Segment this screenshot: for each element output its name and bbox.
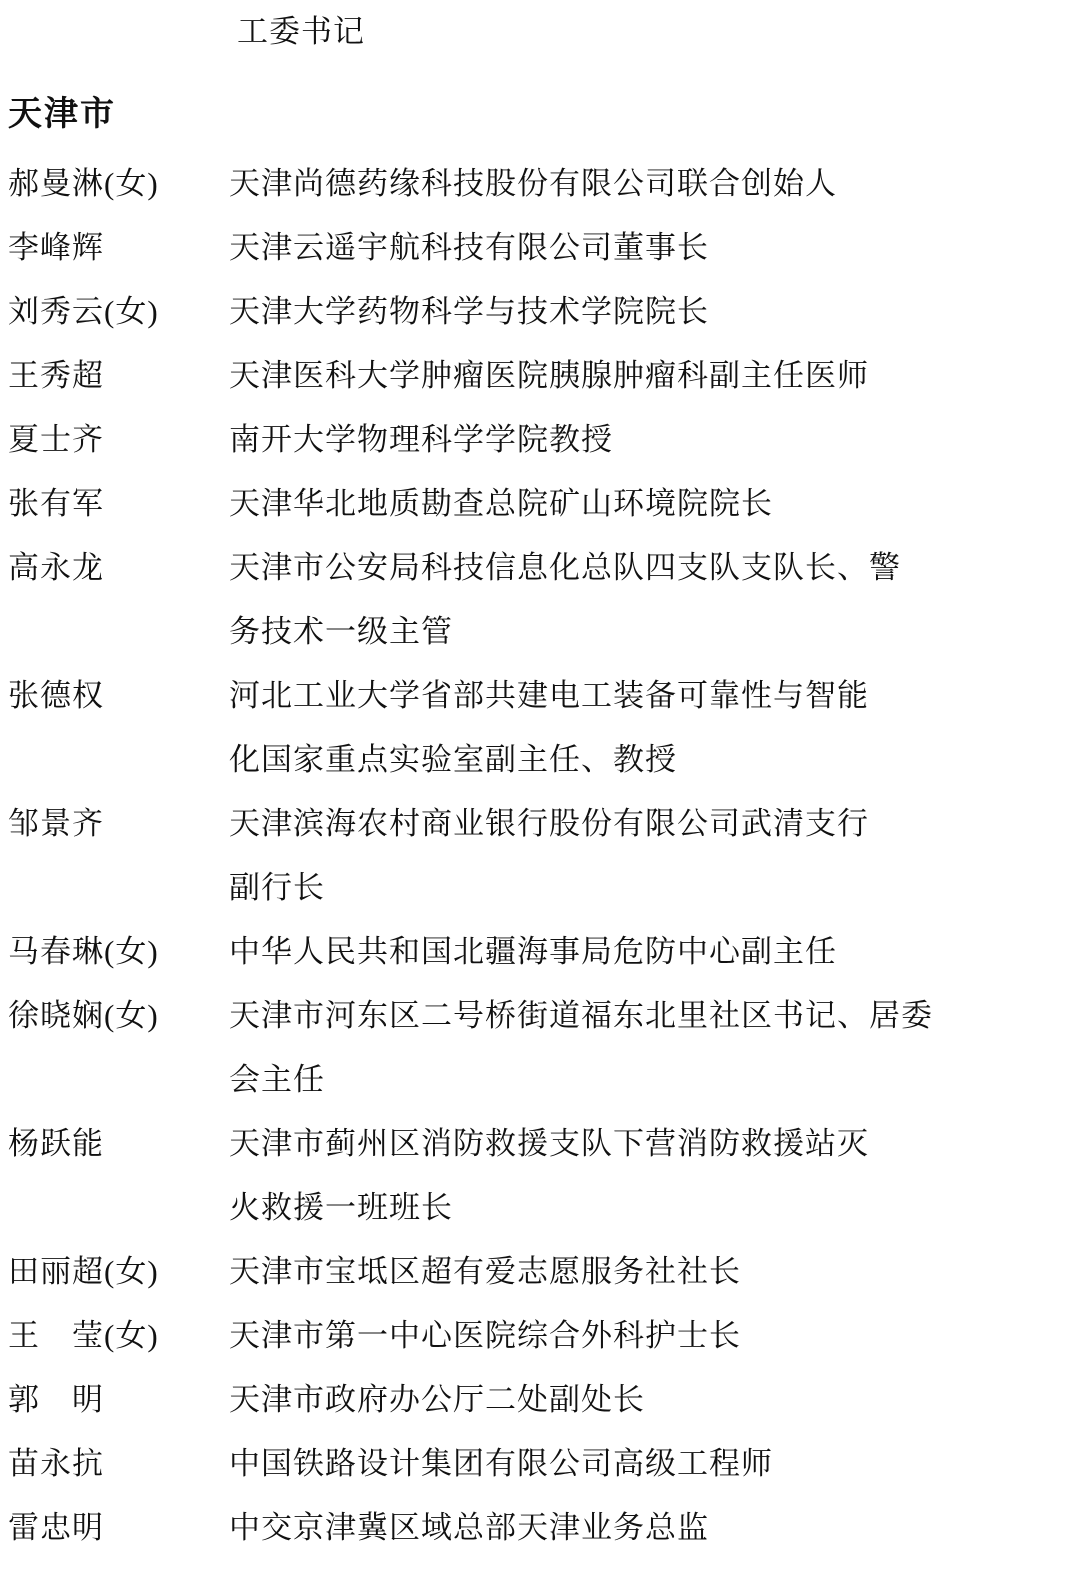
list-item bbox=[0, 216, 1020, 280]
list-item bbox=[0, 664, 1020, 792]
entry-name: 张德权 bbox=[8, 678, 104, 713]
entry-description bbox=[229, 1240, 1020, 1304]
entry-description-line: 天津市宝坻区超有爱志愿服务社社长 bbox=[229, 1254, 741, 1289]
entry-description bbox=[229, 152, 1020, 216]
entry-description bbox=[229, 984, 1020, 1112]
entry-description bbox=[229, 1496, 1020, 1560]
entry-description bbox=[229, 664, 1020, 792]
entry-description-line: 天津大学药物科学与技术学院院长 bbox=[229, 294, 709, 329]
entry-description-line: 务技术一级主管 bbox=[229, 614, 453, 649]
entry-name: 苗永抗 bbox=[8, 1446, 104, 1481]
entry-name: 张有军 bbox=[8, 486, 104, 521]
entry-name: 夏士齐 bbox=[8, 422, 104, 457]
entry-name: 马春琳(女) bbox=[8, 934, 159, 969]
list-item bbox=[0, 408, 1020, 472]
entry-description bbox=[229, 344, 1020, 408]
entry-description-line: 中国铁路设计集团有限公司高级工程师 bbox=[229, 1446, 773, 1481]
entry-name: 田丽超(女) bbox=[8, 1254, 159, 1289]
entry-description bbox=[229, 280, 1020, 344]
entry-name: 王秀超 bbox=[8, 358, 104, 393]
entry-name: 王 莹(女) bbox=[8, 1318, 159, 1353]
entry-name: 杨跃能 bbox=[8, 1126, 104, 1161]
entry-description-line: 河北工业大学省部共建电工装备可靠性与智能 bbox=[229, 678, 869, 713]
entry-name: 雷忠明 bbox=[8, 1510, 104, 1545]
list-item bbox=[0, 344, 1020, 408]
entry-description-line: 中交京津冀区域总部天津业务总监 bbox=[229, 1510, 709, 1545]
list-item bbox=[0, 1496, 1020, 1560]
entry-description bbox=[229, 920, 1020, 984]
entry-description bbox=[229, 1432, 1020, 1496]
entry-description bbox=[229, 408, 1020, 472]
entry-description-line: 南开大学物理科学学院教授 bbox=[229, 422, 613, 457]
entry-description-line: 天津市河东区二号桥街道福东北里社区书记、居委 bbox=[229, 998, 933, 1033]
list-item bbox=[0, 1240, 1020, 1304]
entry-name: 李峰辉 bbox=[8, 230, 104, 265]
list-item bbox=[0, 1304, 1020, 1368]
list-item bbox=[0, 920, 1020, 984]
entry-name: 高永龙 bbox=[8, 550, 104, 585]
list-item bbox=[0, 472, 1020, 536]
entry-description-line: 天津医科大学肿瘤医院胰腺肿瘤科副主任医师 bbox=[229, 358, 869, 393]
entry-description-line: 副行长 bbox=[229, 870, 325, 905]
entry-description bbox=[229, 1368, 1020, 1432]
entry-description bbox=[229, 216, 1020, 280]
entry-description-line: 天津市蓟州区消防救援支队下营消防救援站灭 bbox=[229, 1126, 869, 1161]
entry-description-line: 火救援一班班长 bbox=[229, 1190, 453, 1225]
list-item bbox=[0, 984, 1020, 1112]
continuation-line: 工委书记 bbox=[237, 14, 365, 49]
entry-description-line: 中华人民共和国北疆海事局危防中心副主任 bbox=[229, 934, 837, 969]
entry-description-line: 天津市政府办公厅二处副处长 bbox=[229, 1382, 645, 1417]
list-item bbox=[0, 1112, 1020, 1240]
entry-name: 刘秀云(女) bbox=[8, 294, 159, 329]
entry-description bbox=[229, 1112, 1020, 1240]
list-item bbox=[0, 536, 1020, 664]
entry-description bbox=[229, 792, 1020, 920]
entry-description bbox=[229, 536, 1020, 664]
entry-name: 郭 明 bbox=[8, 1382, 104, 1417]
section-title-tianjin: 天津市 bbox=[8, 95, 116, 133]
entry-list bbox=[0, 152, 1020, 1560]
entry-description bbox=[229, 472, 1020, 536]
list-item bbox=[0, 1368, 1020, 1432]
entry-name: 郝曼淋(女) bbox=[8, 166, 159, 201]
entry-description-line: 化国家重点实验室副主任、教授 bbox=[229, 742, 677, 777]
entry-name: 徐晓娴(女) bbox=[8, 998, 159, 1033]
entry-description-line: 会主任 bbox=[229, 1062, 325, 1097]
list-item bbox=[0, 1432, 1020, 1496]
entry-description-line: 天津市第一中心医院综合外科护士长 bbox=[229, 1318, 741, 1353]
list-item bbox=[0, 792, 1020, 920]
list-item bbox=[0, 152, 1020, 216]
entry-description-line: 天津市公安局科技信息化总队四支队支队长、警 bbox=[229, 550, 901, 585]
entry-description-line: 天津华北地质勘查总院矿山环境院院长 bbox=[229, 486, 773, 521]
entry-description-line: 天津尚德药缘科技股份有限公司联合创始人 bbox=[229, 166, 837, 201]
entry-description bbox=[229, 1304, 1020, 1368]
entry-name: 邹景齐 bbox=[8, 806, 104, 841]
list-item bbox=[0, 280, 1020, 344]
entry-description-line: 天津滨海农村商业银行股份有限公司武清支行 bbox=[229, 806, 869, 841]
entry-description-line: 天津云遥宇航科技有限公司董事长 bbox=[229, 230, 709, 265]
